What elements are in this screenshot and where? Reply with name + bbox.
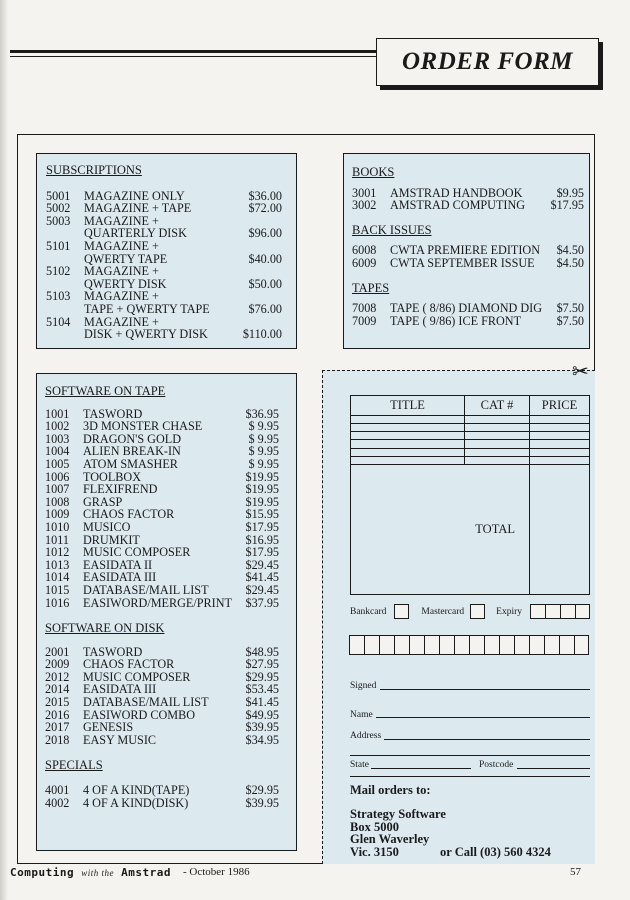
- item-code: 5002: [46, 201, 71, 216]
- mail-address: [350, 808, 446, 858]
- state-label: State: [350, 760, 369, 770]
- item-name: ALIEN BREAK-IN: [83, 444, 181, 459]
- name-field[interactable]: [376, 704, 590, 718]
- list-item: [352, 257, 584, 270]
- list-item: [352, 315, 584, 328]
- expiry-label: Expiry: [496, 606, 522, 617]
- item-name: MAGAZINE +: [84, 314, 159, 329]
- item-price: $15.95: [245, 507, 279, 522]
- item-price: $50.00: [248, 276, 282, 291]
- item-code: 2001: [45, 644, 70, 659]
- item-price: $53.45: [245, 682, 279, 697]
- item-name: FLEXIFREND: [83, 482, 158, 497]
- item-code: 1009: [45, 507, 70, 522]
- item-price: $19.95: [245, 482, 279, 497]
- item-code: 2014: [45, 682, 70, 697]
- item-name: CWTA PREMIERE EDITION: [390, 243, 540, 258]
- item-code: 5003: [46, 213, 71, 228]
- item-price: $48.95: [245, 644, 279, 659]
- list-item: [352, 302, 584, 315]
- card-digit-box[interactable]: [349, 635, 364, 655]
- item-name: EASIWORD/MERGE/PRINT: [83, 595, 232, 610]
- order-cell[interactable]: [465, 440, 530, 448]
- col-title: TITLE: [351, 396, 465, 416]
- subscriptions-list: [46, 190, 282, 341]
- order-cell[interactable]: [465, 424, 530, 432]
- item-price: $17.95: [245, 519, 279, 534]
- item-name: MAGAZINE +: [84, 264, 159, 279]
- order-cell[interactable]: [351, 416, 465, 424]
- item-price: $4.50: [556, 243, 584, 258]
- address-field[interactable]: [384, 726, 590, 740]
- header-rule-thin: [10, 56, 378, 57]
- order-cell[interactable]: [530, 440, 590, 448]
- order-form-title: ORDER FORM: [376, 38, 599, 86]
- total-label: TOTAL: [351, 464, 530, 594]
- col-cat: CAT #: [465, 396, 530, 416]
- list-item: [46, 240, 282, 253]
- list-item: [45, 584, 279, 597]
- software-disk-heading: SOFTWARE ON DISK: [45, 621, 165, 636]
- scissors-icon: ✂: [572, 361, 589, 383]
- item-name: GENESIS: [83, 720, 134, 735]
- order-cell[interactable]: [351, 432, 465, 440]
- item-name: MAGAZINE +: [84, 238, 159, 253]
- subscriptions-heading: SUBSCRIPTIONS: [46, 163, 142, 177]
- item-name: DISK + QWERTY DISK: [84, 327, 208, 342]
- card-digit-box[interactable]: [559, 635, 574, 655]
- item-price: $36.95: [245, 406, 279, 421]
- item-name: CHAOS FACTOR: [83, 657, 175, 672]
- list-item: [45, 471, 279, 484]
- list-item: [46, 278, 282, 291]
- item-name: EASIDATA III: [83, 570, 157, 585]
- mail-line-2: Box 5000: [350, 819, 399, 834]
- card-digit-box[interactable]: [439, 635, 454, 655]
- item-price: $ 9.95: [248, 419, 279, 434]
- item-price: $ 9.95: [248, 456, 279, 471]
- item-code: 6008: [352, 243, 377, 258]
- order-cell[interactable]: [351, 448, 465, 456]
- item-name: EASY MUSIC: [83, 732, 157, 747]
- item-code: 2012: [45, 669, 70, 684]
- software-disk-list: [45, 646, 279, 747]
- list-item: [45, 797, 279, 810]
- item-code: [46, 303, 84, 316]
- item-name: 3D MONSTER CHASE: [83, 419, 203, 434]
- item-price: $ 9.95: [248, 444, 279, 459]
- list-item: [46, 227, 282, 240]
- bankcard-checkbox[interactable]: [394, 604, 409, 619]
- list-item: [45, 559, 279, 572]
- item-price: $17.95: [245, 545, 279, 560]
- bankcard-label: Bankcard: [350, 606, 387, 617]
- card-number-boxes[interactable]: [349, 635, 589, 655]
- item-price: $76.00: [248, 301, 282, 316]
- item-name: AMSTRAD HANDBOOK: [390, 185, 523, 200]
- item-price: $29.45: [245, 582, 279, 597]
- back-issues-list: [352, 244, 584, 269]
- signed-label: Signed: [350, 681, 377, 691]
- item-name: MUSIC COMPOSER: [83, 545, 191, 560]
- item-price: $39.95: [245, 795, 279, 810]
- list-item: [45, 597, 279, 610]
- item-code: 4002: [45, 795, 70, 810]
- card-digit-box[interactable]: [484, 635, 499, 655]
- item-code: 5103: [46, 289, 71, 304]
- order-cell[interactable]: [530, 448, 590, 456]
- item-price: $40.00: [248, 251, 282, 266]
- tapes-heading: TAPES: [352, 280, 390, 295]
- item-code: [46, 328, 84, 341]
- item-price: $16.95: [245, 532, 279, 547]
- item-name: MAGAZINE ONLY: [84, 188, 185, 203]
- mastercard-checkbox[interactable]: [470, 604, 485, 619]
- item-name: TAPE ( 9/86) ICE FRONT: [390, 313, 522, 328]
- software-tape-list: [45, 408, 279, 610]
- item-code: 5001: [46, 188, 71, 203]
- item-price: $19.95: [245, 469, 279, 484]
- list-item: [45, 458, 279, 471]
- item-code: 1004: [45, 444, 70, 459]
- item-name: EASIWORD COMBO: [83, 707, 196, 722]
- item-price: $7.50: [556, 313, 584, 328]
- item-name: DATABASE/MAIL LIST: [83, 582, 209, 597]
- list-item: [45, 546, 279, 559]
- item-name: GRASP: [83, 494, 123, 509]
- page-edge: [0, 0, 8, 900]
- item-code: 1016: [45, 595, 70, 610]
- item-price: $29.95: [245, 783, 279, 798]
- item-name: TASWORD: [83, 406, 143, 421]
- item-name: QUARTERLY DISK: [84, 226, 187, 241]
- card-digit-box[interactable]: [409, 635, 424, 655]
- order-cell[interactable]: [465, 448, 530, 456]
- specials-list: [45, 784, 279, 809]
- list-item: [45, 784, 279, 797]
- mail-line-1: Strategy Software: [350, 807, 446, 821]
- item-code: 5104: [46, 314, 71, 329]
- address-label: Address: [350, 731, 382, 741]
- card-digit-box[interactable]: [514, 635, 529, 655]
- item-name: QWERTY DISK: [84, 276, 167, 291]
- back-issues-heading: BACK ISSUES: [352, 222, 432, 237]
- item-name: EASIDATA II: [83, 557, 153, 572]
- order-cell[interactable]: [465, 432, 530, 440]
- order-cell[interactable]: [351, 456, 465, 464]
- item-code: 7008: [352, 301, 377, 316]
- software-box: [36, 373, 297, 851]
- item-name: 4 OF A KIND(TAPE): [83, 783, 190, 798]
- expiry-boxes[interactable]: [530, 604, 590, 619]
- list-item: [352, 199, 584, 212]
- card-digit-box[interactable]: [529, 635, 544, 655]
- tapes-list: [352, 302, 584, 327]
- list-item: [45, 508, 279, 521]
- mail-orders-heading: Mail orders to:: [350, 783, 431, 797]
- list-item: [45, 696, 279, 709]
- total-cell[interactable]: [530, 464, 590, 594]
- header-rule: [10, 50, 378, 53]
- item-code: 1008: [45, 494, 70, 509]
- books-list: [352, 187, 584, 212]
- item-code: 1015: [45, 582, 70, 597]
- item-code: 1010: [45, 519, 70, 534]
- mail-line-4: Vic. 3150: [350, 844, 399, 859]
- item-price: $39.95: [245, 720, 279, 735]
- order-cell[interactable]: [465, 416, 530, 424]
- item-name: TASWORD: [83, 644, 143, 659]
- item-name: MUSICO: [83, 519, 131, 534]
- card-digit-box[interactable]: [364, 635, 379, 655]
- order-cell[interactable]: [465, 456, 530, 464]
- item-code: 5101: [46, 238, 71, 253]
- item-price: $29.45: [245, 557, 279, 572]
- postcode-label: Postcode: [479, 760, 514, 770]
- item-price: $19.95: [245, 494, 279, 509]
- books-box: [343, 153, 590, 349]
- payment-row: [350, 604, 595, 619]
- list-item: [46, 253, 282, 266]
- item-name: MAGAZINE +: [84, 289, 159, 304]
- item-code: 7009: [352, 313, 377, 328]
- item-name: EASIDATA III: [83, 682, 157, 697]
- item-name: 4 OF A KIND(DISK): [83, 795, 189, 810]
- item-price: $17.95: [550, 198, 584, 213]
- item-code: 3002: [352, 198, 377, 213]
- item-name: CWTA SEPTEMBER ISSUE: [390, 255, 535, 270]
- item-price: $49.95: [245, 707, 279, 722]
- item-code: 2015: [45, 695, 70, 710]
- item-name: MUSIC COMPOSER: [83, 669, 191, 684]
- col-price: PRICE: [530, 396, 590, 416]
- card-digit-box[interactable]: [454, 635, 469, 655]
- item-price: $37.95: [245, 595, 279, 610]
- card-digit-box[interactable]: [469, 635, 484, 655]
- item-name: MAGAZINE +: [84, 213, 159, 228]
- item-price: $27.95: [245, 657, 279, 672]
- mastercard-label: Mastercard: [421, 606, 465, 617]
- card-digit-box[interactable]: [574, 635, 589, 655]
- list-item: [45, 483, 279, 496]
- list-item: [46, 328, 282, 341]
- item-price: $34.95: [245, 732, 279, 747]
- item-name: TAPE + QWERTY TAPE: [84, 301, 210, 316]
- list-item: [45, 734, 279, 747]
- card-digit-box[interactable]: [379, 635, 394, 655]
- order-cell[interactable]: [351, 424, 465, 432]
- state-field[interactable]: [371, 755, 471, 769]
- item-code: 5102: [46, 264, 71, 279]
- item-name: CHAOS FACTOR: [83, 507, 175, 522]
- order-cell[interactable]: [530, 424, 590, 432]
- item-code: 2009: [45, 657, 70, 672]
- order-cell[interactable]: [530, 432, 590, 440]
- item-name: DATABASE/MAIL LIST: [83, 695, 209, 710]
- item-name: MAGAZINE + TAPE: [84, 201, 192, 216]
- card-digit-box[interactable]: [499, 635, 514, 655]
- item-name: AMSTRAD COMPUTING: [390, 198, 526, 213]
- item-price: $ 9.95: [248, 431, 279, 446]
- item-name: DRUMKIT: [83, 532, 140, 547]
- item-code: 1002: [45, 419, 70, 434]
- list-item: [45, 658, 279, 671]
- list-item: [46, 303, 282, 316]
- item-price: $96.00: [248, 226, 282, 241]
- order-cell[interactable]: [530, 416, 590, 424]
- item-price: $41.45: [245, 695, 279, 710]
- item-price: $29.95: [245, 669, 279, 684]
- item-code: 1005: [45, 456, 70, 471]
- subscriptions-box: [36, 153, 297, 349]
- page-number: 57: [570, 866, 581, 878]
- software-tape-heading: SOFTWARE ON TAPE: [45, 384, 166, 398]
- list-item: [45, 709, 279, 722]
- item-name: DRAGON'S GOLD: [83, 431, 182, 446]
- card-digit-box[interactable]: [394, 635, 409, 655]
- item-code: 2018: [45, 732, 70, 747]
- item-code: 4001: [45, 783, 70, 798]
- item-name: TOOLBOX: [83, 469, 142, 484]
- list-item: [45, 671, 279, 684]
- signed-field[interactable]: [380, 676, 590, 690]
- item-code: 6009: [352, 255, 377, 270]
- postcode-field[interactable]: [517, 755, 590, 769]
- item-price: $36.00: [248, 188, 282, 203]
- order-table: [350, 395, 590, 595]
- item-code: 1003: [45, 431, 70, 446]
- item-price: $110.00: [242, 327, 282, 342]
- order-cell[interactable]: [351, 440, 465, 448]
- item-price: $7.50: [556, 301, 584, 316]
- item-code: 1006: [45, 469, 70, 484]
- item-code: 1011: [45, 532, 69, 547]
- call-number: or Call (03) 560 4324: [440, 845, 551, 859]
- item-price: $9.95: [556, 185, 584, 200]
- footer-magazine-name: Computing with the Amstrad: [10, 866, 171, 879]
- item-name: ATOM SMASHER: [83, 456, 178, 471]
- item-price: $72.00: [248, 201, 282, 216]
- specials-heading: SPECIALS: [45, 758, 103, 773]
- form-rule: [350, 769, 590, 777]
- footer-date: - October 1986: [183, 866, 250, 878]
- item-code: 2016: [45, 707, 70, 722]
- item-name: QWERTY TAPE: [84, 251, 168, 266]
- books-heading: BOOKS: [352, 165, 395, 179]
- item-code: 2017: [45, 720, 70, 735]
- item-name: TAPE ( 8/86) DIAMOND DIG: [390, 301, 543, 316]
- list-item: [45, 420, 279, 433]
- item-code: 1001: [45, 406, 70, 421]
- mail-line-3: Glen Waverley: [350, 832, 430, 846]
- item-price: $41.45: [245, 570, 279, 585]
- name-label: Name: [350, 710, 373, 720]
- list-item: [46, 202, 282, 215]
- list-item: [45, 721, 279, 734]
- order-cell[interactable]: [530, 456, 590, 464]
- list-item: [46, 265, 282, 278]
- item-code: 1007: [45, 482, 70, 497]
- item-code: 1012: [45, 545, 70, 560]
- item-code: 1014: [45, 570, 70, 585]
- item-code: 3001: [352, 185, 377, 200]
- card-digit-box[interactable]: [544, 635, 559, 655]
- card-digit-box[interactable]: [424, 635, 439, 655]
- item-code: 1013: [45, 557, 70, 572]
- list-item: [45, 521, 279, 534]
- item-price: $4.50: [556, 255, 584, 270]
